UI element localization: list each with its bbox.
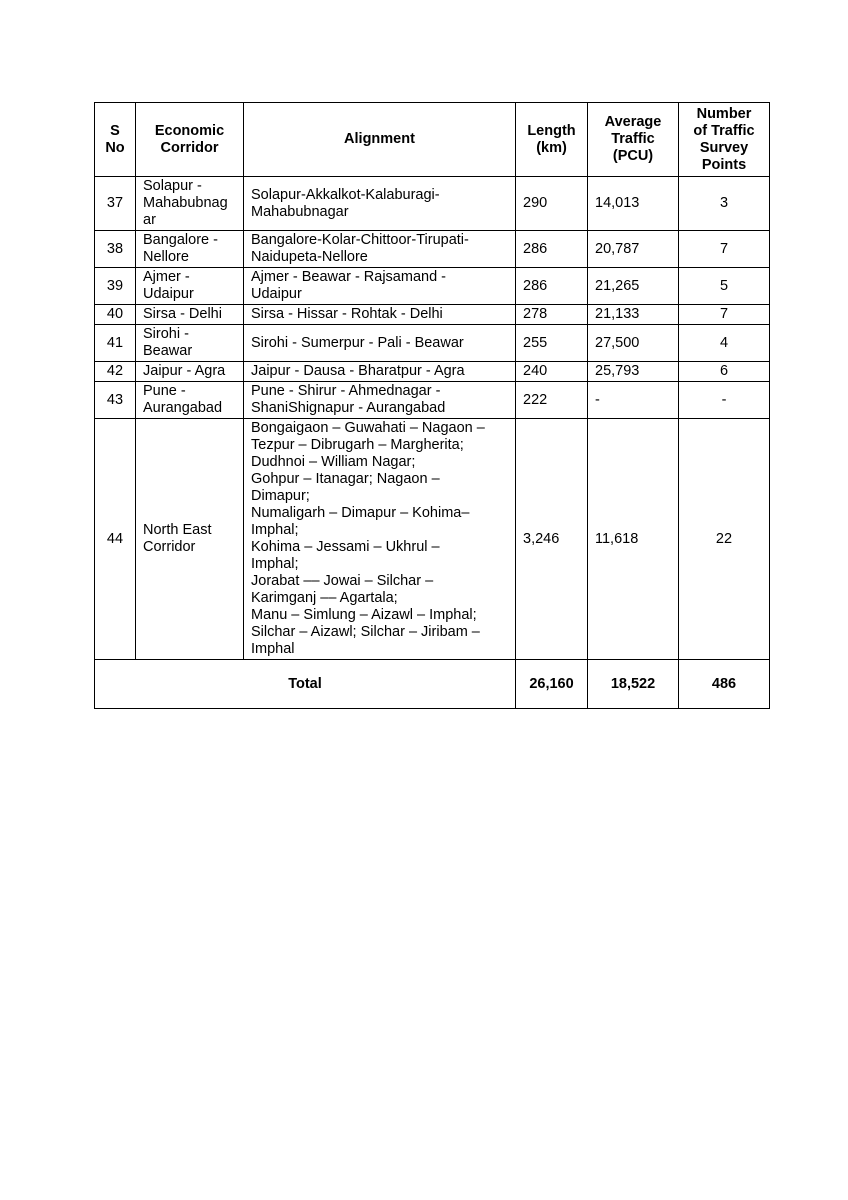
cell-corridor [136, 305, 244, 325]
cell-sno: 37 [95, 177, 136, 231]
cell-corridor-line: North East [143, 522, 212, 538]
cell-alignment [244, 231, 516, 268]
cell-alignment-line: Udaipur [251, 286, 302, 302]
cell-alignment-line: Karimganj –– Agartala; [251, 590, 398, 606]
cell-corridor-line: Beawar [143, 343, 193, 359]
cell-corridor [136, 325, 244, 362]
header-row [95, 103, 770, 177]
table-row [95, 382, 770, 419]
cell-alignment-line: Jaipur - Dausa - Bharatpur - Agra [251, 363, 465, 379]
cell-alignment-line: Mahabubnagar [251, 203, 349, 220]
cell-corridor-line: ar [143, 212, 156, 228]
table-body [95, 177, 770, 709]
header-traffic [588, 103, 679, 177]
header-length-line: Length [527, 122, 576, 139]
header-traffic-line: (PCU) [612, 148, 654, 164]
table-row [95, 305, 770, 325]
cell-corridor [136, 231, 244, 268]
cell-survey-points: - [679, 382, 770, 419]
cell-traffic: - [588, 382, 679, 419]
cell-corridor-line: Sirohi - [143, 326, 189, 342]
cell-corridor-line: Ajmer - [143, 269, 190, 285]
cell-alignment-line: Imphal; [251, 556, 299, 572]
cell-survey-points: 7 [679, 231, 770, 268]
cell-alignment-line: Kohima – Jessami – Ukhrul – [251, 539, 440, 555]
cell-survey-points: 22 [679, 419, 770, 660]
cell-alignment-line: Numaligarh – Dimapur – Kohima– [251, 505, 470, 521]
cell-survey-points: 4 [679, 325, 770, 362]
cell-alignment [244, 268, 516, 305]
cell-alignment-line: Solapur-Akkalkot-Kalaburagi- [251, 186, 440, 203]
cell-length: 3,246 [516, 419, 588, 660]
header-survey-points-line: Points [701, 156, 747, 173]
header-corridor-line: Economic [154, 122, 225, 139]
cell-corridor-line: Pune - [143, 383, 186, 399]
cell-sno: 40 [95, 305, 136, 325]
cell-length: 286 [516, 231, 588, 268]
cell-length: 290 [516, 177, 588, 231]
cell-survey-points: 6 [679, 362, 770, 382]
header-length-line: (km) [536, 139, 567, 156]
cell-corridor-line: Aurangabad [143, 400, 223, 416]
cell-traffic: 20,787 [588, 231, 679, 268]
cell-corridor [136, 419, 244, 660]
header-sno-line: S [110, 122, 120, 139]
header-alignment [244, 103, 516, 177]
cell-length: 222 [516, 382, 588, 419]
cell-traffic: 14,013 [588, 177, 679, 231]
cell-alignment-line: Gohpur – Itanagar; Nagaon – [251, 471, 440, 487]
cell-corridor-line: Mahabubnag [143, 195, 228, 211]
header-length [516, 103, 588, 177]
header-traffic-line: Average [604, 114, 662, 130]
total-label: Total [95, 660, 516, 709]
cell-alignment-line: Naidupeta-Nellore [251, 249, 368, 265]
cell-corridor-line: Solapur - [143, 178, 202, 194]
cell-alignment [244, 325, 516, 362]
cell-corridor [136, 177, 244, 231]
cell-alignment-line: Ajmer - Beawar - Rajsamand - [251, 269, 446, 285]
total-row [95, 660, 770, 709]
economic-corridor-table [94, 102, 770, 709]
header-survey-points-line: of Traffic [693, 122, 755, 139]
total-survey-points: 486 [679, 660, 770, 709]
cell-length: 240 [516, 362, 588, 382]
cell-corridor-line: Udaipur [143, 286, 194, 302]
cell-alignment [244, 177, 516, 231]
cell-alignment [244, 419, 516, 660]
cell-alignment-line: Tezpur – Dibrugarh – Margherita; [251, 437, 464, 453]
cell-alignment-line: Bangalore-Kolar-Chittoor-Tirupati- [251, 232, 469, 248]
cell-alignment-line: ShaniShignapur - Aurangabad [251, 400, 446, 416]
cell-alignment [244, 382, 516, 419]
cell-length: 255 [516, 325, 588, 362]
header-alignment-line: Alignment [344, 131, 415, 147]
cell-survey-points: 3 [679, 177, 770, 231]
cell-sno: 41 [95, 325, 136, 362]
cell-alignment-line: Bongaigaon – Guwahati – Nagaon – [251, 420, 485, 436]
cell-alignment [244, 362, 516, 382]
total-length: 26,160 [516, 660, 588, 709]
cell-traffic: 21,265 [588, 268, 679, 305]
cell-length: 286 [516, 268, 588, 305]
header-traffic-line: Traffic [611, 131, 655, 147]
cell-sno: 38 [95, 231, 136, 268]
cell-alignment-line: Jorabat –– Jowai – Silchar – [251, 573, 434, 589]
cell-alignment-line: Silchar – Aizawl; Silchar – Jiribam – [251, 624, 480, 640]
header-corridor-line: Corridor [160, 139, 219, 156]
cell-corridor [136, 268, 244, 305]
cell-corridor-line: Corridor [143, 539, 196, 555]
cell-sno: 44 [95, 419, 136, 660]
table-row [95, 231, 770, 268]
header-sno [95, 103, 136, 177]
cell-sno: 43 [95, 382, 136, 419]
cell-length: 278 [516, 305, 588, 325]
cell-corridor [136, 362, 244, 382]
cell-alignment-line: Dimapur; [251, 488, 310, 504]
header-survey-points [679, 103, 770, 177]
cell-traffic: 21,133 [588, 305, 679, 325]
cell-alignment-line: Sirsa - Hissar - Rohtak - Delhi [251, 306, 443, 322]
cell-traffic: 27,500 [588, 325, 679, 362]
cell-alignment-line: Imphal; [251, 522, 299, 538]
cell-survey-points: 7 [679, 305, 770, 325]
table-row [95, 325, 770, 362]
header-sno-line: No [105, 139, 125, 156]
table-row [95, 268, 770, 305]
cell-traffic: 11,618 [588, 419, 679, 660]
table-row [95, 177, 770, 231]
cell-alignment-line: Manu – Simlung – Aizawl – Imphal; [251, 607, 477, 623]
cell-sno: 42 [95, 362, 136, 382]
cell-alignment [244, 305, 516, 325]
header-survey-points-line: Number [696, 105, 752, 122]
cell-corridor-line: Bangalore - [143, 232, 218, 248]
table-row [95, 362, 770, 382]
cell-alignment-line: Pune - Shirur - Ahmednagar - [251, 383, 441, 399]
cell-survey-points: 5 [679, 268, 770, 305]
cell-corridor [136, 382, 244, 419]
cell-traffic: 25,793 [588, 362, 679, 382]
cell-corridor-line: Jaipur - Agra [143, 363, 226, 379]
cell-alignment-line: Sirohi - Sumerpur - Pali - Beawar [251, 334, 464, 351]
header-corridor [136, 103, 244, 177]
cell-corridor-line: Nellore [143, 249, 189, 265]
cell-alignment-line: Imphal [251, 641, 295, 657]
table-row [95, 419, 770, 660]
cell-corridor-line: Sirsa - Delhi [143, 306, 222, 322]
header-survey-points-line: Survey [699, 139, 749, 156]
total-traffic: 18,522 [588, 660, 679, 709]
cell-alignment-line: Dudhnoi – William Nagar; [251, 454, 416, 470]
cell-sno: 39 [95, 268, 136, 305]
